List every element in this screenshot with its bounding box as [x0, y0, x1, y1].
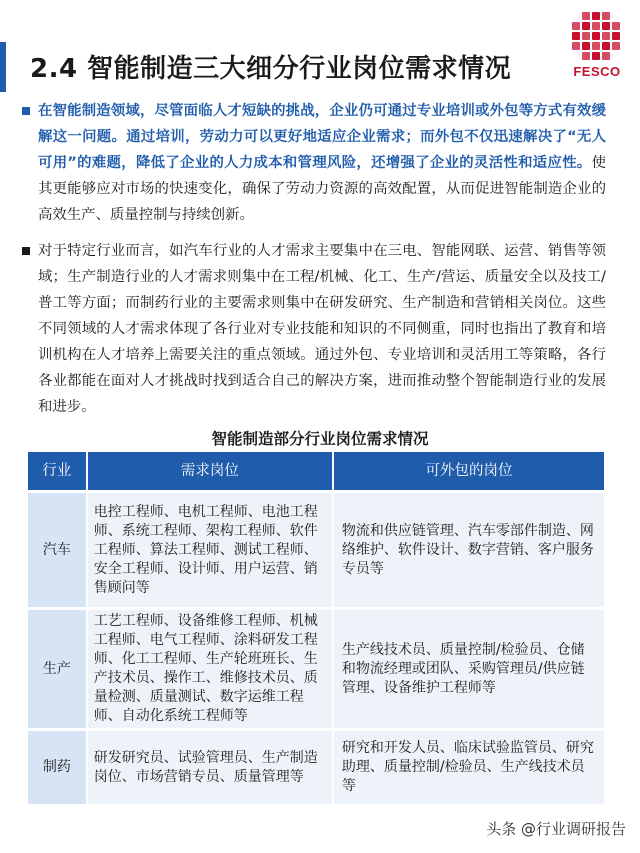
title-accent-bar: [0, 42, 6, 92]
square-bullet-icon: [22, 247, 30, 255]
logo-dot: [602, 22, 610, 30]
logo-dot: [592, 42, 600, 50]
table-header-row: [28, 452, 604, 490]
logo-dot: [582, 32, 590, 40]
industry-table: [28, 452, 604, 804]
header-demand: 需求岗位: [88, 452, 332, 490]
logo-dot: [602, 12, 610, 20]
paragraph-1: [22, 98, 606, 228]
table-row: [28, 493, 604, 607]
logo-dot: [602, 52, 610, 60]
demand-cell: 电控工程师、电机工程师、电池工程师、系统工程师、架构工程师、软件工程师、算法工程师、测试工程师、安全工程师、设计师、用户运营、销售顾问等: [88, 493, 332, 607]
paragraph-2: [22, 238, 606, 420]
page-title: 2.4 智能制造三大细分行业岗位需求情况: [30, 54, 512, 84]
logo-dot: [592, 52, 600, 60]
table-title: 智能制造部分行业岗位需求情况: [211, 430, 429, 448]
paragraph-1-rest: 使其更能够应对市场的快速变化，确保了劳动力资源的高效配置，从而促进智能制造企业的高效生产、质量控制与持续创新。: [38, 155, 606, 223]
table-row: [28, 610, 604, 728]
logo-dot: [592, 32, 600, 40]
logo-dot: [602, 32, 610, 40]
logo-dot: [612, 42, 620, 50]
logo-dot: [572, 32, 580, 40]
outsource-cell: 物流和供应链管理、汽车零部件制造、网络维护、软件设计、数字营销、客户服务专员等: [334, 493, 604, 607]
industry-cell: 生产: [28, 610, 86, 728]
demand-cell: 工艺工程师、设备维修工程师、机械工程师、电气工程师、涂料研发工程师、化工工程师、生产轮班班长、生产技术员、操作工、维修技术员、质量检测、质量测试、数字运维工程师、自动化系统工程师等: [88, 610, 332, 728]
logo-dot: [602, 42, 610, 50]
industry-cell: 制药: [28, 731, 86, 804]
logo-dot: [592, 22, 600, 30]
logo-dot: [592, 12, 600, 20]
header-outsource: 可外包的岗位: [334, 452, 604, 490]
outsource-cell: 生产线技术员、质量控制/检验员、仓储和物流经理或团队、采购管理员/供应链管理、设备维护工程师等: [334, 610, 604, 728]
fesco-logo: [568, 12, 626, 84]
logo-dot: [572, 42, 580, 50]
logo-dot: [582, 12, 590, 20]
industry-cell: 汽车: [28, 493, 86, 607]
logo-dot: [612, 22, 620, 30]
logo-dot: [582, 22, 590, 30]
paragraph-1-highlight: 在智能制造领域，尽管面临人才短缺的挑战，企业仍可通过专业培训或外包等方式有效缓解这一问题。通过培训，劳动力可以更好地适应企业需求；而外包不仅迅速解决了“无人可用”的难题，降低了企业的人力成本和管理风险，还增强了企业的灵活性和适应性。: [38, 103, 606, 171]
watermark: 头条 @行业调研报告: [486, 820, 626, 838]
demand-cell: 研发研究员、试验管理员、生产制造岗位、市场营销专员、质量管理等: [88, 731, 332, 804]
logo-text: FESCO: [573, 64, 621, 79]
logo-dot: [582, 52, 590, 60]
logo-grid-icon: [572, 12, 622, 62]
square-bullet-icon: [22, 107, 30, 115]
header-industry: 行业: [28, 452, 86, 490]
logo-dot: [582, 42, 590, 50]
outsource-cell: 研究和开发人员、临床试验监管员、研究助理、质量控制/检验员、生产线技术员等: [334, 731, 604, 804]
logo-dot: [572, 22, 580, 30]
paragraph-2-text: 对于特定行业而言，如汽车行业的人才需求主要集中在三电、智能网联、运营、销售等领域；生产制造行业的人才需求则集中在工程/机械、化工、生产/营运、质量安全以及技工/普工等方面；而制药行业的主要需求则集中在研发研究、生产制造和营销相关岗位。这些不同领域的人才需求体现了各行业对专业技能和知识的不同侧重，同时也指出了教育和培训机构在人才培养上需要关注的重点领域。通过外包、专业培训和灵活用工等策略，各行各业都能在面对人才挑战时找到适合自己的解决方案，进而推动整个智能制造行业的发展和进步。: [38, 243, 606, 415]
logo-dot: [612, 32, 620, 40]
paragraph-1-text: [38, 98, 606, 228]
table-row: [28, 731, 604, 804]
